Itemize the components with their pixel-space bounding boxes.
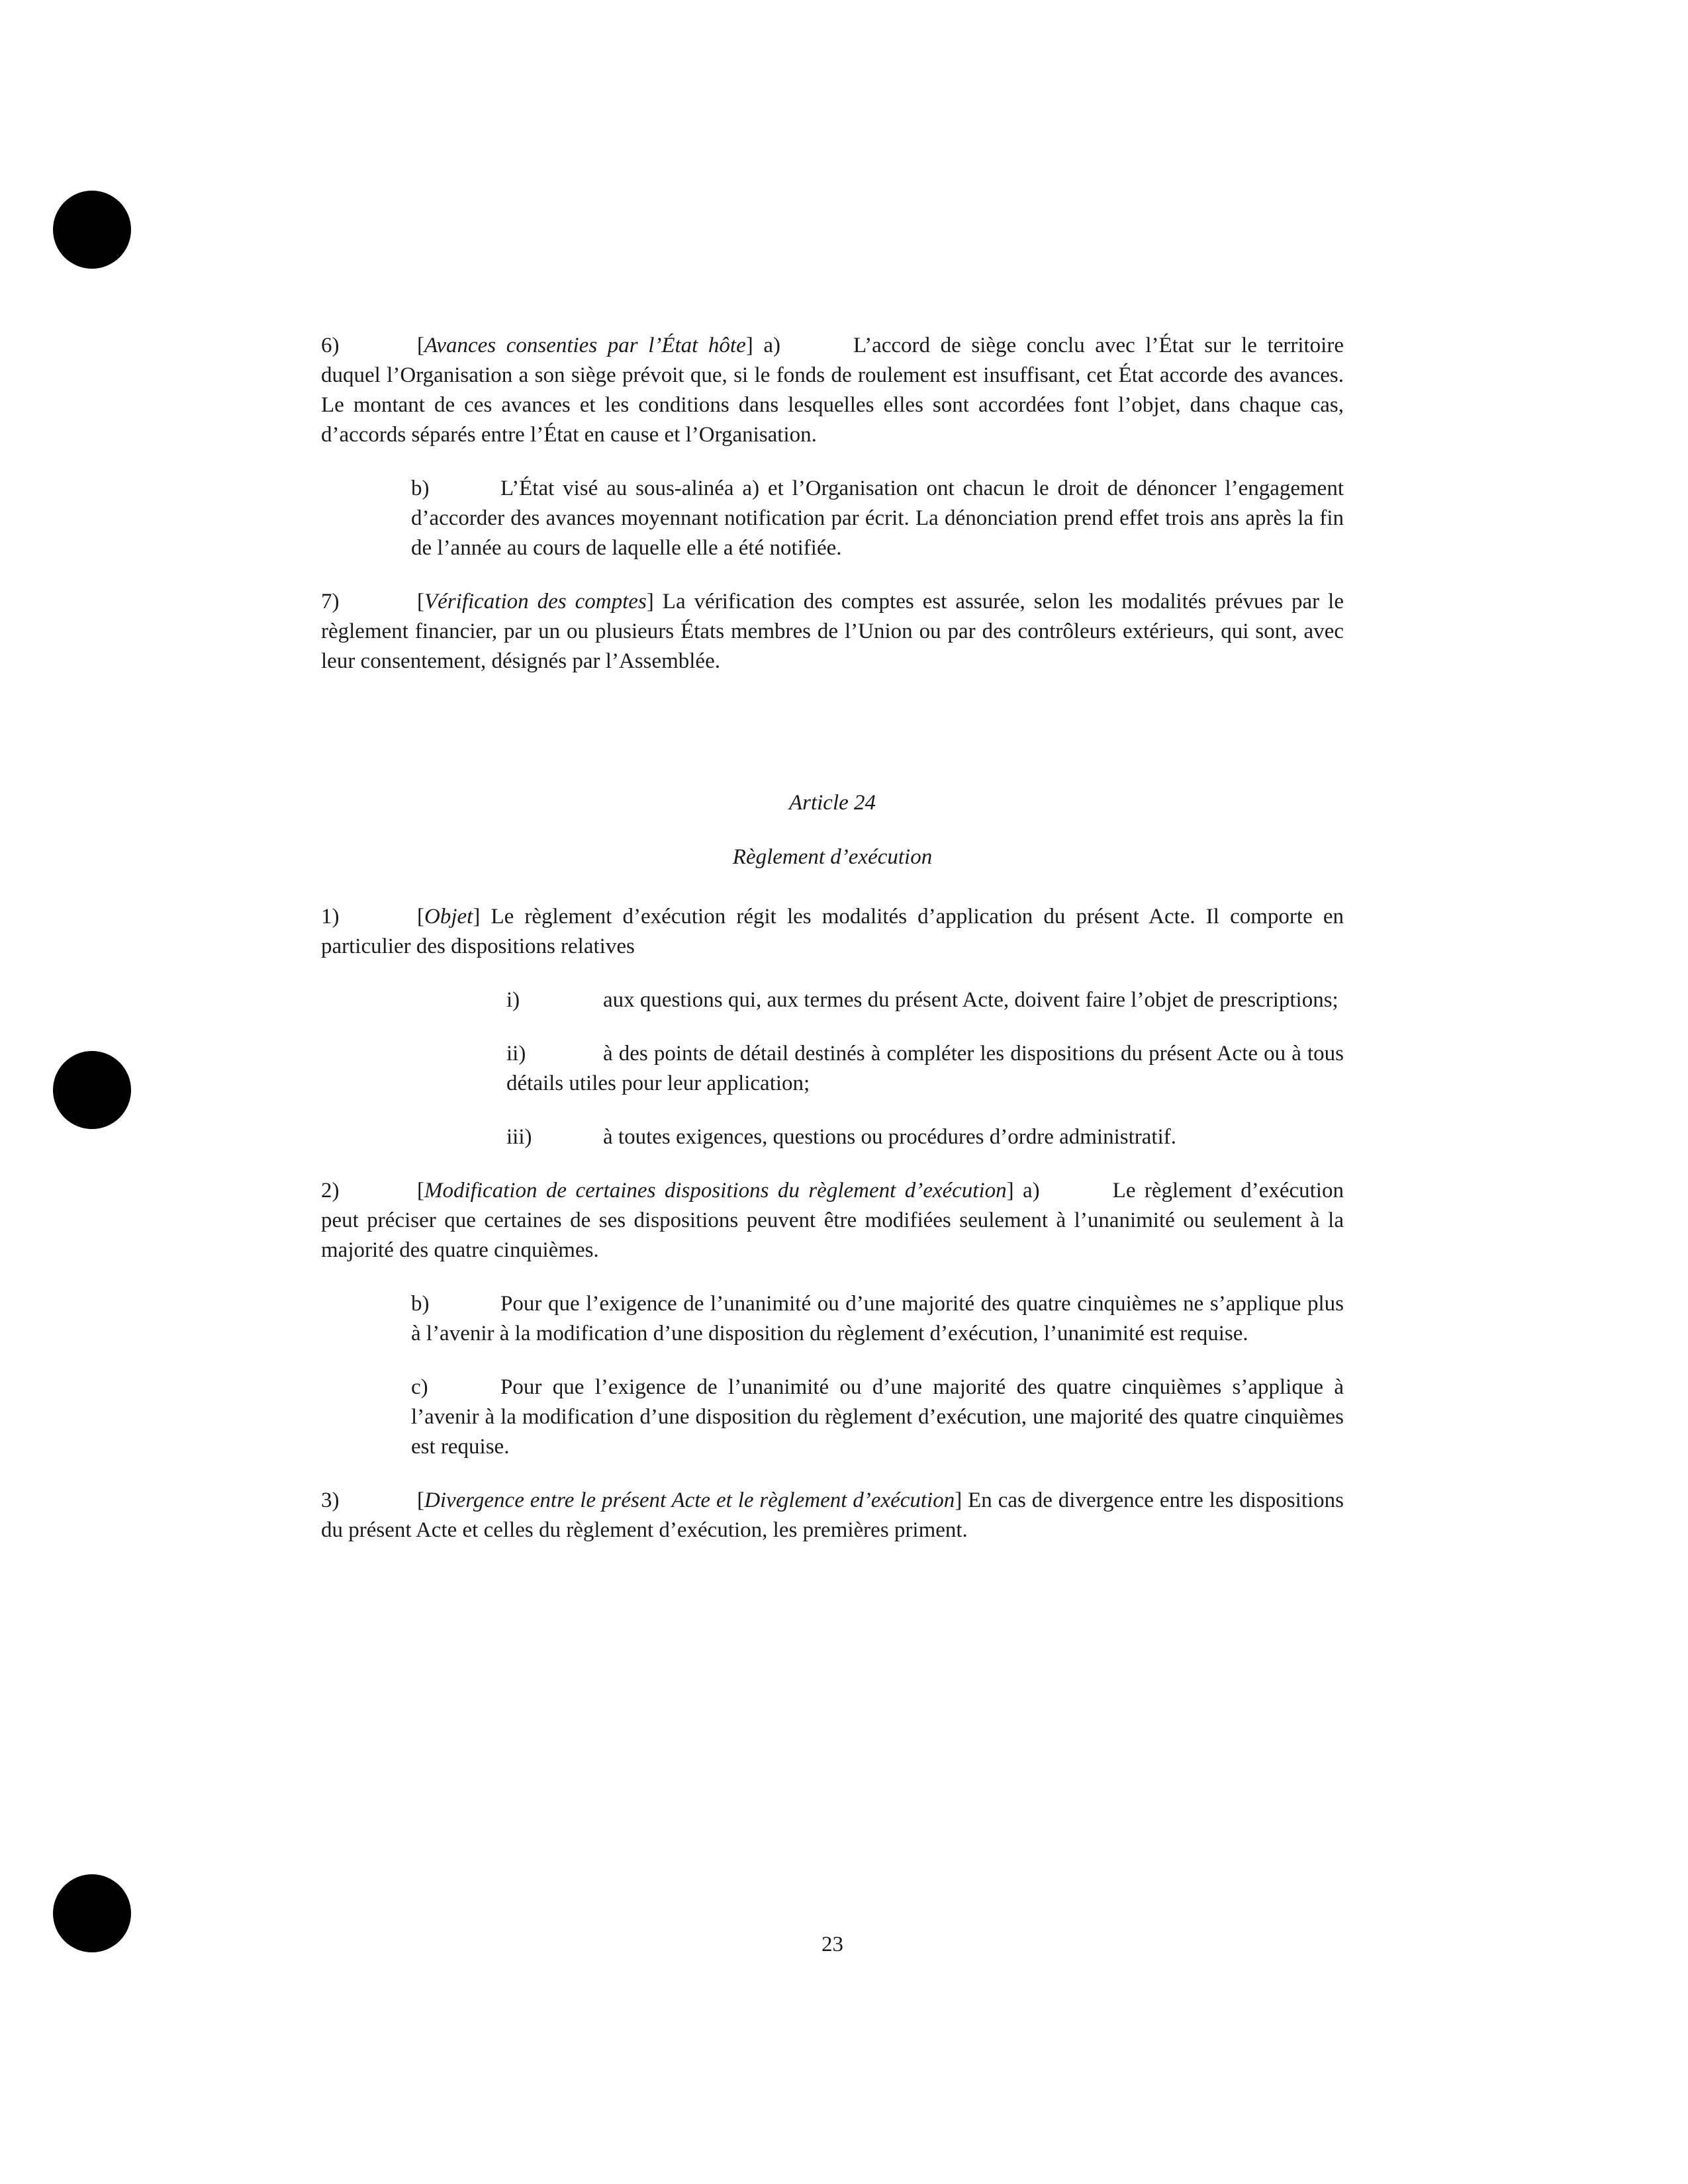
paragraph-text: La vérification des comptes est assurée, selon les modalités prévues par le règlement financier, par un ou plusieurs États membres de l’Union ou par des contrôleurs extérieurs, qui sont, avec leur consentement, désignés par l’Assemblée. bbox=[321, 590, 1344, 673]
paragraph-text: Le règlement d’exécution régit les modalités d’application du présent Acte. Il comporte en particulier des dispositions relatives bbox=[321, 905, 1344, 958]
paragraph-text: Pour que l’exigence de l’unanimité ou d’une majorité des quatre cinquièmes s’applique à l’avenir à la modification d’une disposition du règlement d’exécution, une majorité des quatre cinquièmes est requise. bbox=[411, 1375, 1344, 1459]
paragraph-text: En cas de divergence entre les dispositions du présent Acte et celles du règlement d’exécution, les premières priment. bbox=[321, 1488, 1344, 1542]
upper-text-block bbox=[321, 331, 1344, 676]
paragraph-title: Vérification des comptes bbox=[424, 590, 647, 614]
paragraph-number: 6) bbox=[321, 334, 340, 357]
list-item-text: aux questions qui, aux termes du présent Acte, doivent faire l’objet de prescriptions; bbox=[603, 988, 1338, 1012]
article-paragraph-2b bbox=[321, 1289, 1344, 1349]
paragraph-number: 3) bbox=[321, 1488, 340, 1512]
page-number: 23 bbox=[821, 1933, 843, 1956]
paragraph-title: Modification de certaines dispositions du règlement d’exécution bbox=[424, 1179, 1007, 1203]
sub-paragraph-letter: b) bbox=[411, 1292, 430, 1316]
list-item-number: iii) bbox=[506, 1125, 532, 1149]
list-item-iii bbox=[321, 1122, 1344, 1152]
paragraph-text: L’accord de siège conclu avec l’État sur le territoire duquel l’Organisation a son siège prévoit que, si le fonds de roulement est insuffisant, cet État accorde des avances. Le montant de ces avances et les conditions dans lesquelles elles sont accordées font l’objet, dans chaque cas, d’accords séparés entre l’État en cause et l’Organisation. bbox=[321, 334, 1344, 447]
article-paragraph-2c bbox=[321, 1373, 1344, 1462]
lower-text-block bbox=[321, 902, 1344, 1545]
paragraph-number: 1) bbox=[321, 905, 340, 929]
list-item-number: ii) bbox=[506, 1042, 526, 1066]
sub-paragraph-letter: c) bbox=[411, 1375, 428, 1399]
paragraph-title: Objet bbox=[424, 905, 473, 929]
paragraph-7: 7) [Vérification des comptes] La vérification des comptes est assurée, selon les modalités prévues par le règlement financier, par un ou plusieurs États membres de l’Union ou par des contrôleurs extérieurs, qui sont, avec leur consentement, désignés par l’Assemblée. bbox=[321, 587, 1344, 676]
article-subheading: Règlement d’exécution bbox=[732, 845, 933, 869]
article-paragraph-2: 2) [Modification de certaines dispositions du règlement d’exécution] a) Le règlement d’exécution peut préciser que certaines de ses dispositions peuvent être modifiées seulement à l’unanimité ou seulement à la majorité des quatre cinquièmes. bbox=[321, 1176, 1344, 1265]
paragraph-text: Le règlement d’exécution peut préciser que certaines de ses dispositions peuvent être modifiées seulement à l’unanimité ou seulement à la majorité des quatre cinquièmes. bbox=[321, 1179, 1344, 1262]
paragraph-number: 7) bbox=[321, 590, 340, 614]
paragraph-text: Pour que l’exigence de l’unanimité ou d’une majorité des quatre cinquièmes ne s’applique plus à l’avenir à la modification d’une disposition du règlement d’exécution, l’unanimité est requise. bbox=[411, 1292, 1344, 1345]
paragraph-title: Divergence entre le présent Acte et le règlement d’exécution bbox=[424, 1488, 955, 1512]
paragraph-title: Avances consenties par l’État hôte bbox=[424, 334, 746, 357]
paragraph-6b bbox=[321, 474, 1344, 563]
list-item-ii bbox=[321, 1039, 1344, 1099]
article-paragraph-3: 3) [Divergence entre le présent Acte et le règlement d’exécution] En cas de divergence entre les dispositions du présent Acte et celles du règlement d’exécution, les premières priment. bbox=[321, 1486, 1344, 1545]
punch-hole-bottom bbox=[53, 1874, 131, 1952]
sub-paragraph-letter: b) bbox=[411, 477, 430, 500]
list-item-text: à des points de détail destinés à compléter les dispositions du présent Acte ou à tous détails utiles pour leur application; bbox=[506, 1042, 1344, 1095]
punch-hole-middle bbox=[53, 1051, 131, 1129]
list-item-number: i) bbox=[506, 988, 520, 1012]
paragraph-number: 2) bbox=[321, 1179, 340, 1203]
article-paragraph-1: 1) [Objet] Le règlement d’exécution régit les modalités d’application du présent Acte. Il comporte en particulier des dispositions relatives bbox=[321, 902, 1344, 962]
paragraph-6: 6) [Avances consenties par l’État hôte] a) L’accord de siège conclu avec l’État sur le territoire duquel l’Organisation a son siège prévoit que, si le fonds de roulement est insuffisant, cet État accorde des avances. Le montant de ces avances et les conditions dans lesquelles elles sont accordées font l’objet, dans chaque cas, d’accords séparés entre l’État en cause et l’Organisation. bbox=[321, 331, 1344, 450]
sub-paragraph-letter: a) bbox=[1023, 1179, 1040, 1203]
paragraph-text: L’État visé au sous-alinéa a) et l’Organisation ont chacun le droit de dénoncer l’engagement d’accorder des avances moyennant notification par écrit. La dénonciation prend effet trois ans après la fin de l’année au cours de laquelle elle a été notifiée. bbox=[411, 477, 1344, 560]
list-item-i bbox=[321, 985, 1344, 1015]
sub-paragraph-letter: a) bbox=[763, 334, 780, 357]
article-heading: Article 24 bbox=[788, 791, 876, 815]
punch-hole-top bbox=[53, 191, 131, 269]
list-item-text: à toutes exigences, questions ou procédures d’ordre administratif. bbox=[603, 1125, 1176, 1149]
